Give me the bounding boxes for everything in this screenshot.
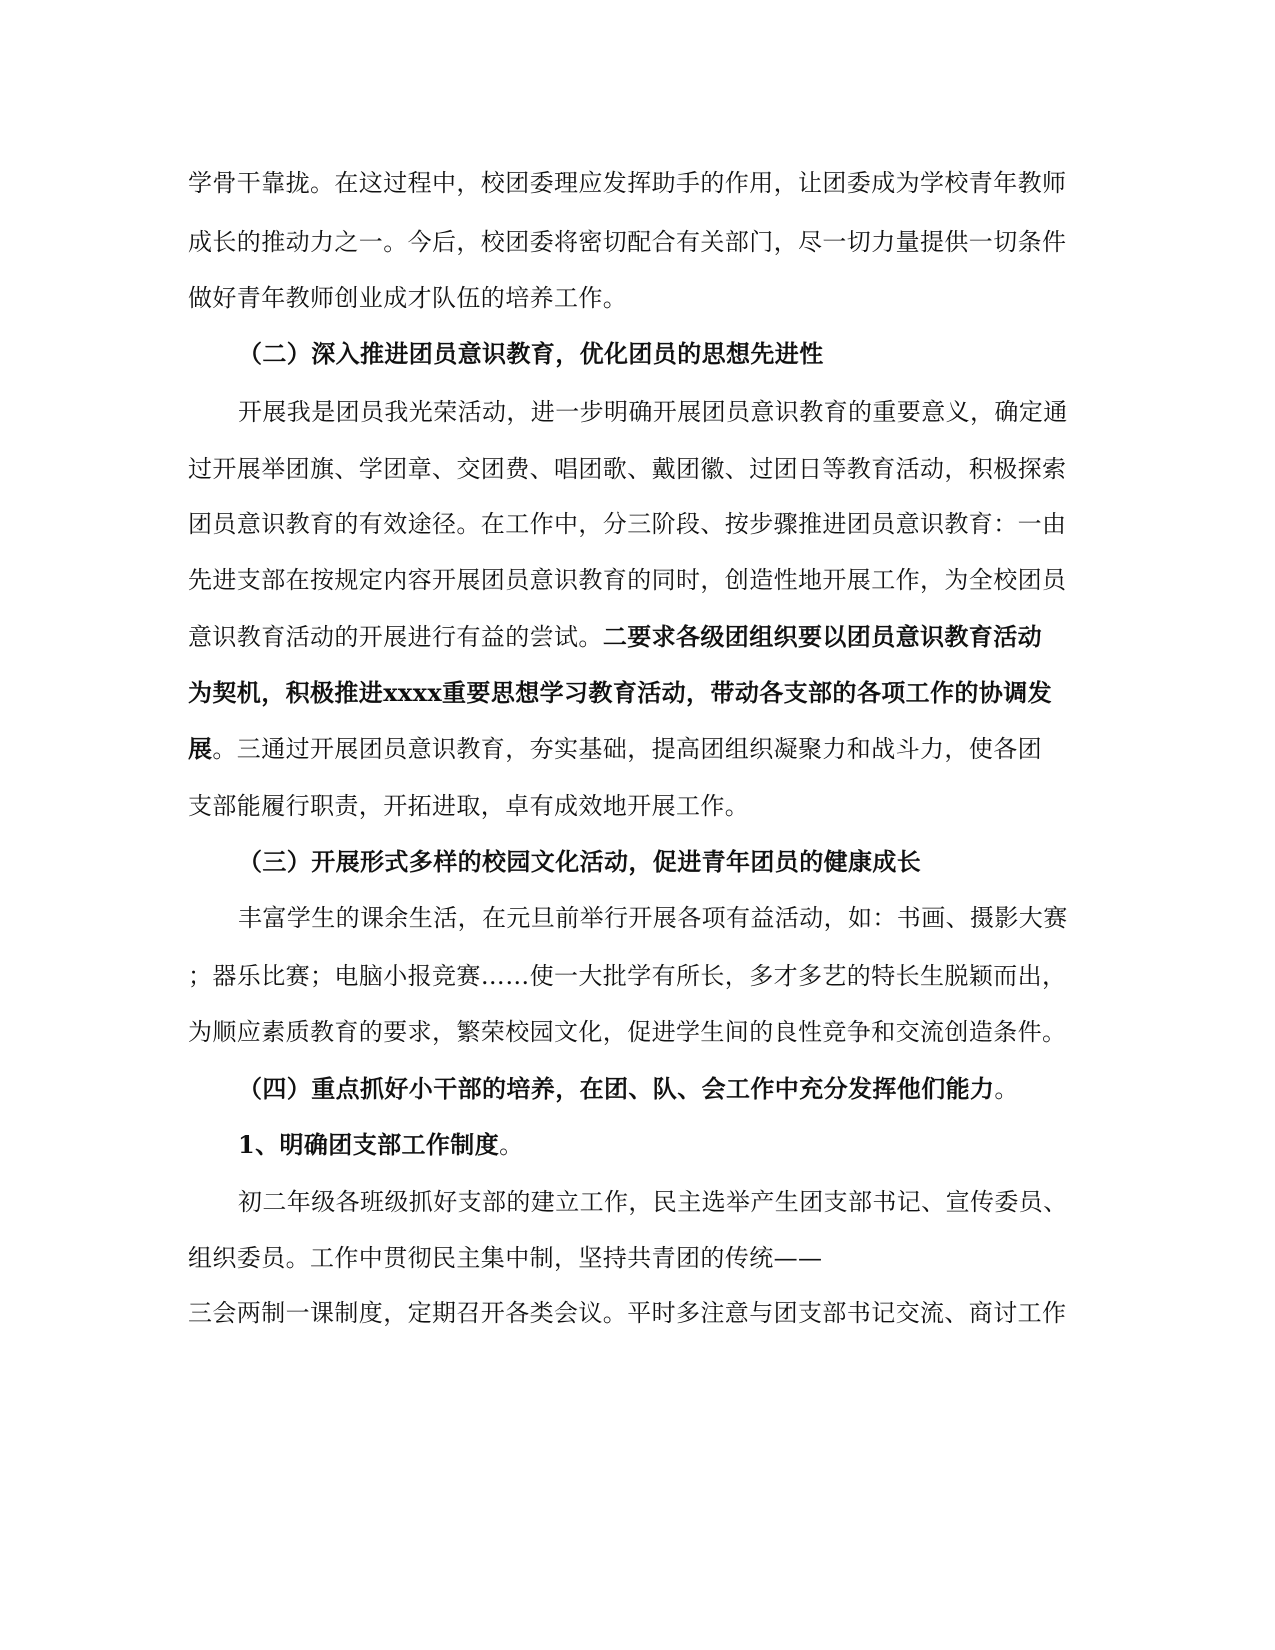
bold-text-line: 为契机，积极推进xxxx重要思想学习教育活动，带动各支部的各项工作的协调发 [188,678,1053,707]
body-text-line: 成长的推动力之一。今后，校团委将密切配合有关部门，尽一切力量提供一切条件 [188,228,1067,256]
body-text-line: 支部能履行职责，开拓进取，卓有成效地开展工作。 [188,792,750,820]
section-heading-3: （三）开展形式多样的校园文化活动，促进青年团员的健康成长 [238,847,922,876]
body-text-line: 开展我是团员我光荣活动，进一步明确开展团员意识教育的重要意义，确定通 [238,398,1068,426]
section-heading-2: （二）深入推进团员意识教育，优化团员的思想先进性 [238,339,824,368]
body-text-line: 为顺应素质教育的要求，繁荣校园文化，促进学生间的良性竞争和交流创造条件。 [188,1018,1067,1046]
body-text-line: 团员意识教育的有效途径。在工作中，分三阶段、按步骤推进团员意识教育：一由 [188,510,1067,538]
body-text-line: 过开展举团旗、学团章、交团费、唱团歌、戴团徽、过团日等教育活动，积极探索 [188,455,1067,483]
plain-text: 。三通过开展团员意识教育，夯实基础，提高团组织凝聚力和战斗力，使各团 [212,735,1043,763]
subheading-1 [238,1129,524,1161]
plain-text: 。 [499,1131,524,1159]
body-text-line: ；器乐比赛；电脑小报竞赛……使一大批学有所长，多才多艺的特长生脱颖而出， [188,962,1067,990]
body-text-line [188,621,1042,653]
body-text-line: 初二年级各班级抓好支部的建立工作，民主选举产生团支部书记、宣传委员、 [238,1188,1068,1216]
body-text-line: 学骨干靠拢。在这过程中，校团委理应发挥助手的作用，让团委成为学校青年教师 [188,169,1067,197]
bold-text: 展 [188,734,213,763]
bold-text: （四）重点抓好小干部的培养，在团、队、会工作中充分发挥他们能力 [238,1074,995,1103]
bold-text: 1、明确团支部工作制度 [238,1130,500,1159]
body-text-line: 先进支部在按规定内容开展团员意识教育的同时，创造性地开展工作，为全校团员 [188,566,1067,594]
body-text-line: 组织委员。工作中贯彻民主集中制，坚持共青团的传统—— [188,1244,823,1272]
body-text-line [188,733,1042,765]
body-text-line: 丰富学生的课余生活，在元旦前举行开展各项有益活动，如：书画、摄影大赛 [238,904,1068,932]
body-text-line: 做好青年教师创业成才队伍的培养工作。 [188,284,628,312]
plain-text: 。 [994,1075,1019,1103]
section-heading-4 [238,1073,1019,1105]
bold-text: 二要求各级团组织要以团员意识教育活动 [602,622,1043,651]
plain-text: 意识教育活动的开展进行有益的尝试。 [188,623,603,651]
body-text-line: 三会两制一课制度，定期召开各类会议。平时多注意与团支部书记交流、商讨工作 [188,1299,1067,1327]
